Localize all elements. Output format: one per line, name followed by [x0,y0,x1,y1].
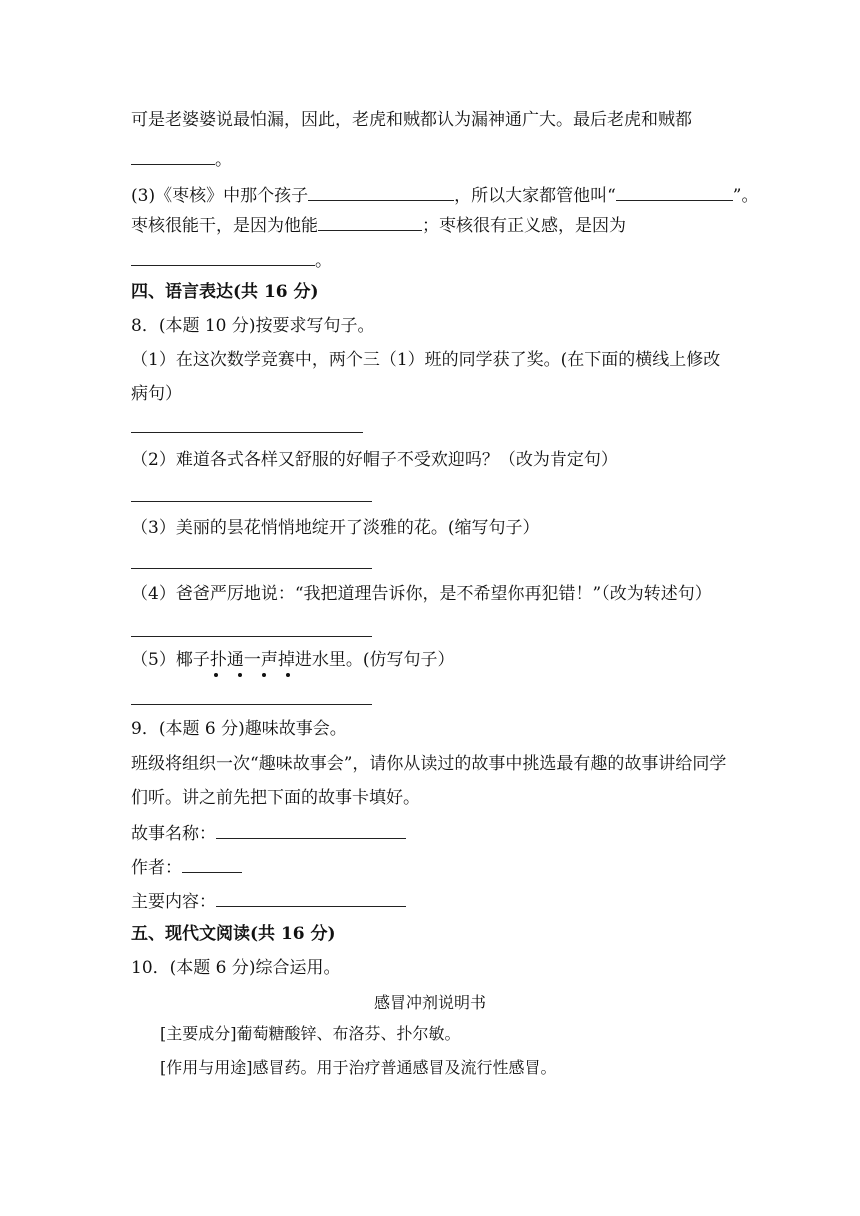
q9-desc-1: 班级将组织一次“趣味故事会”，请你从读过的故事中挑选最有趣的故事讲给同学 [131,754,727,774]
q3-line-1: (3)《枣核》中那个孩子 ，所以大家都管他叫“ ”。 [131,182,759,208]
card-content: 主要内容： [131,888,406,914]
q8-5-answer-line[interactable] [131,704,372,705]
q10-title: 10．(本题 6 分)综合运用。 [131,958,341,978]
q8-3-text: （3）美丽的昙花悄悄地绽开了淡雅的花。(缩写句子） [131,518,540,538]
answer-blank[interactable] [131,146,215,165]
q8-2-answer-line[interactable] [131,501,372,502]
manual-usage: [作用与用途]感冒药。用于治疗普通感冒及流行性感冒。 [160,1058,557,1077]
q8-2-text: （2）难道各式各样又舒服的好帽子不受欢迎吗？（改为肯定句） [131,450,618,470]
answer-blank[interactable] [308,182,454,201]
author-blank[interactable] [182,854,242,873]
story-recall-line-2: 。 [131,146,232,172]
q8-1-text-cont: 病句） [131,384,182,404]
q9-title: 9．(本题 6 分)趣味故事会。 [131,719,347,739]
content-blank[interactable] [216,888,406,907]
q8-4-answer-line[interactable] [131,636,372,637]
answer-blank[interactable] [131,247,315,266]
q8-3-answer-line[interactable] [131,568,372,569]
manual-ingredients: [主要成分]葡萄糖酸锌、布洛芬、扑尔敏。 [160,1024,461,1043]
q8-1-text: （1）在这次数学竞赛中，两个三（1）班的同学获了奖。(在下面的横线上修改 [131,350,721,370]
q8-4-text: （4）爸爸严厉地说：“我把道理告诉你，是不希望你再犯错！”（改为转述句） [131,584,712,604]
q8-1-answer-line[interactable] [131,432,363,433]
q8-5-text: （5）椰子扑通一声掉进水里。(仿写句子） [131,650,455,670]
card-author: 作者： [131,854,242,880]
answer-blank[interactable] [616,182,733,201]
section-5-heading: 五、现代文阅读(共 16 分) [131,924,336,944]
manual-title: 感冒冲剂说明书 [373,993,486,1012]
q8-title: 8．(本题 10 分)按要求写句子。 [131,316,375,336]
story-recall-line-1: 可是老婆婆说最怕漏，因此，老虎和贼都认为漏神通广大。最后老虎和贼都 [131,110,692,130]
answer-blank[interactable] [318,212,422,231]
story-name-blank[interactable] [216,820,406,839]
card-story-name: 故事名称： [131,820,406,846]
emphasis-dots [214,660,310,684]
q9-desc-2: 们听。讲之前先把下面的故事卡填好。 [131,788,420,808]
q3-line-2: 枣核很能干，是因为他能 ；枣核很有正义感，是因为 [131,212,626,238]
section-4-heading: 四、语言表达(共 16 分) [131,282,319,302]
q3-line-3: 。 [131,247,332,273]
